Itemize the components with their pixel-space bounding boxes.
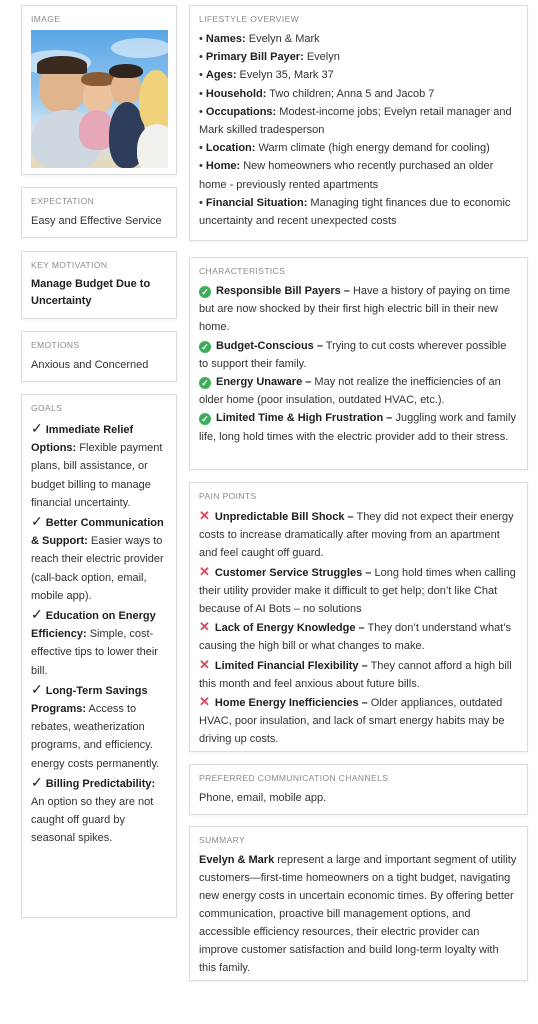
lifestyle-key: Home: — [205, 160, 241, 173]
goal-title: Immediate Relief Options: — [31, 424, 134, 455]
characteristic-text: Have a history of paying on time but are now shocked by their first high electric bill in their new home. — [199, 285, 511, 334]
green-check-circle-icon: ✓ — [199, 413, 211, 425]
emotions-label: EMOTIONS — [31, 340, 80, 350]
key-motivation-card — [21, 251, 177, 319]
lifestyle-value: Evelyn 35, Mark 37 — [236, 69, 334, 82]
summary-lead: Evelyn & Mark — [199, 854, 275, 866]
goal-item — [31, 680, 167, 773]
goal-text: An option so they are not caught off guard by seasonal spikes. — [31, 796, 154, 845]
pain-point-text: They did not expect their energy costs to increase dramatically after moving from an apartment and feel caught off guard. — [199, 511, 514, 560]
lifestyle-overview-card — [189, 5, 528, 241]
key-motivation-text: Manage Budget Due to Uncertainty — [31, 278, 151, 307]
goal-item — [31, 605, 167, 680]
green-check-circle-icon: ✓ — [199, 341, 211, 353]
red-x-icon: ✕ — [199, 656, 210, 672]
lifestyle-label: LIFESTYLE OVERVIEW — [199, 14, 300, 24]
pain-point-item — [199, 563, 518, 619]
pain-point-title: Unpredictable Bill Shock – — [214, 511, 354, 523]
checkmark-icon: ✓ — [31, 606, 43, 623]
pain-point-item — [199, 507, 518, 563]
pain-point-item — [199, 656, 518, 693]
characteristic-text: May not realize the inefficiencies of an older home (poor insulation, outdated HVAC, etc.). — [199, 376, 501, 407]
lifestyle-value: Managing tight finances due to economic uncertainty and recent unexpected costs — [199, 196, 511, 228]
characteristic-item — [199, 409, 518, 445]
lifestyle-value: New homeowners who recently purchased an older home - previously rented apartments — [199, 160, 494, 191]
emotions-card — [21, 331, 177, 382]
expectation-label: EXPECTATION — [31, 196, 95, 206]
expectation-text: Easy and Effective Service — [31, 215, 162, 227]
lifestyle-item: • Ages: Evelyn 35, Mark 37 — [199, 69, 334, 82]
red-x-icon: ✕ — [199, 563, 210, 579]
goal-title: Long-Term Savings Programs: — [31, 684, 148, 716]
pain-points-card — [189, 482, 528, 752]
pain-points-label: PAIN POINTS — [199, 491, 257, 501]
pain-point-item — [199, 618, 518, 655]
pain-point-text: Long hold times when calling their utility provider make it difficult to get help; don’t like Chat because of AI Bots – no solutions — [199, 566, 516, 616]
lifestyle-key: Ages: — [205, 69, 237, 82]
checkmark-icon: ✓ — [31, 773, 43, 790]
red-x-icon: ✕ — [199, 508, 210, 523]
characteristic-title: Limited Time & High Frustration – — [216, 412, 393, 425]
lifestyle-item: • Household: Two children; Anna 5 and Jacob 7 — [199, 87, 435, 100]
goal-item — [31, 512, 167, 605]
goal-item — [31, 419, 167, 512]
goal-text: Flexible payment plans, bill assistance, or budget billing to manage financial uncertainty. — [31, 442, 163, 509]
checkmark-icon: ✓ — [31, 420, 43, 436]
red-x-icon: ✕ — [199, 619, 210, 635]
pain-point-title: Limited Financial Flexibility – — [214, 659, 368, 672]
goal-title: Education on Energy Efficiency: — [31, 610, 156, 641]
green-check-circle-icon: ✓ — [199, 286, 211, 298]
checkmark-icon: ✓ — [31, 680, 43, 697]
lifestyle-value: Warm climate (high energy demand for cooling) — [255, 142, 490, 155]
lifestyle-item: • Home: New homeowners who recently purchased an older home - previously rented apartments — [199, 160, 494, 191]
goal-title: Billing Predictability: — [45, 777, 156, 790]
lifestyle-key: Names: — [205, 33, 246, 45]
characteristics-label: CHARACTERISTICS — [199, 266, 286, 276]
lifestyle-key: Location: — [205, 142, 256, 155]
characteristic-title: Budget-Conscious – — [216, 339, 323, 352]
lifestyle-value: Modest-income jobs; Evelyn retail manager and Mark skilled tradesperson — [199, 105, 512, 137]
goal-item — [31, 773, 167, 848]
family-photo — [31, 30, 168, 168]
summary-label: SUMMARY — [199, 835, 246, 845]
pain-point-title: Home Energy Inefficiencies – — [214, 697, 368, 710]
characteristic-title: Energy Unaware – — [216, 376, 312, 389]
goal-text: Easier ways to reach their electric provider (call-back option, email, mobile app). — [31, 535, 164, 602]
lifestyle-item: • Names: Evelyn & Mark — [199, 33, 320, 45]
pain-point-title: Customer Service Struggles – — [214, 566, 372, 579]
image-card — [21, 5, 177, 175]
checkmark-icon: ✓ — [31, 513, 43, 530]
goals-label: GOALS — [31, 403, 63, 413]
red-x-icon: ✕ — [199, 694, 210, 710]
summary-card — [189, 826, 528, 981]
lifestyle-item: • Financial Situation: Managing tight finances due to economic uncertainty and recent unexpected costs — [199, 196, 511, 228]
lifestyle-item: • Primary Bill Payer: Evelyn — [199, 51, 340, 64]
pain-point-text: They don’t understand what’s causing the high bill or what changes to make. — [199, 622, 512, 653]
lifestyle-value: Evelyn & Mark — [245, 33, 320, 45]
preferred-channels-card — [189, 764, 528, 815]
characteristic-item — [199, 373, 518, 409]
characteristic-item — [199, 337, 518, 373]
key-motivation-label: KEY MOTIVATION — [31, 260, 108, 270]
image-label: IMAGE — [31, 14, 61, 24]
characteristic-item — [199, 282, 518, 337]
lifestyle-item: • Occupations: Modest-income jobs; Evelyn retail manager and Mark skilled tradesperson — [199, 105, 512, 137]
goal-text: Simple, cost-effective tips to lower their bill. — [31, 628, 158, 677]
green-check-circle-icon: ✓ — [199, 377, 211, 389]
pain-point-text: They cannot afford a high bill this month and feel anxious about future bills. — [199, 659, 512, 690]
pain-point-text: Older appliances, outdated HVAC, poor insulation, and lack of smart energy habits may be driving up costs. — [199, 697, 505, 746]
characteristic-title: Responsible Bill Payers – — [216, 285, 350, 297]
lifestyle-key: Occupations: — [205, 105, 277, 118]
goal-text: Access to rebates, weatherization programs, and efficiency. energy costs permanently. — [31, 703, 160, 770]
pain-point-item — [199, 693, 518, 749]
preferred-channels-text: Phone, email, mobile app. — [199, 792, 327, 804]
characteristics-card — [189, 257, 528, 470]
lifestyle-value: Two children; Anna 5 and Jacob 7 — [266, 87, 435, 100]
preferred-channels-label: PREFERRED COMMUNICATION CHANNELS — [199, 773, 389, 783]
lifestyle-key: Financial Situation: — [205, 196, 308, 209]
emotions-text: Anxious and Concerned — [31, 359, 149, 371]
summary-text — [199, 851, 518, 977]
goal-title: Better Communication & Support: — [31, 517, 164, 548]
lifestyle-key: Household: — [205, 87, 267, 100]
goals-card — [21, 394, 177, 918]
lifestyle-item: • Location: Warm climate (high energy demand for cooling) — [199, 142, 490, 155]
pain-point-title: Lack of Energy Knowledge – — [214, 622, 365, 635]
lifestyle-key: Primary Bill Payer: — [205, 51, 304, 64]
summary-body: represent a large and important segment of utility customers—first-time homeowners on a tight budget, navigating new energy costs in uncertain economic times. By offering better communication, proactive bill management options, and accessible efficiency resources, their electric provider can improve customer satisfaction and build long-term loyalty with this family. — [199, 854, 517, 974]
lifestyle-value: Evelyn — [303, 51, 340, 64]
expectation-card — [21, 187, 177, 238]
characteristic-text: Juggling work and family life, long hold times with the electric provider add to their stress. — [199, 412, 516, 443]
characteristic-text: Trying to cut costs wherever possible to support their family. — [199, 339, 507, 370]
